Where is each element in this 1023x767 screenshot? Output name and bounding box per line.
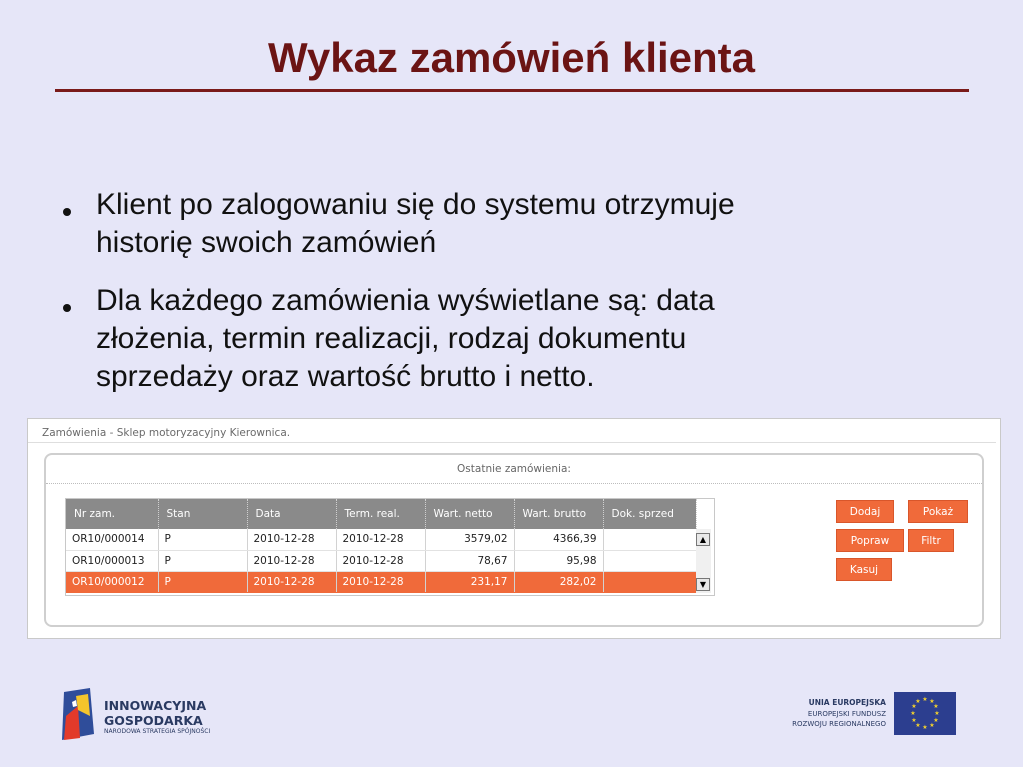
svg-text:★: ★ [911, 717, 917, 724]
cell-due-date: 2010-12-28 [336, 529, 425, 550]
column-header-status[interactable]: Stan [158, 499, 247, 529]
svg-text:★: ★ [915, 722, 921, 729]
scroll-up-arrow-icon[interactable]: ▲ [696, 533, 710, 546]
table-row[interactable] [66, 529, 696, 550]
cell-net-value: 231,17 [425, 571, 514, 592]
window-title: Zamówienia - Sklep motoryzacyjny Kierownica. [28, 423, 996, 443]
table-row[interactable] [66, 550, 696, 571]
svg-text:★: ★ [922, 724, 928, 731]
cell-gross-value: 95,98 [514, 550, 603, 571]
bullet-item [60, 282, 960, 396]
cell-status: P [158, 571, 247, 592]
logo-line1: INNOWACYJNA [104, 698, 207, 713]
cell-order-no: OR10/000014 [66, 529, 158, 550]
cell-net-value: 3579,02 [425, 529, 514, 550]
logo-subline: NARODOWA STRATEGIA SPÓJNOŚCI [104, 728, 211, 735]
logo-line2: GOSPODARKA [104, 713, 203, 728]
svg-text:★: ★ [915, 698, 921, 705]
column-header-date[interactable]: Data [247, 499, 336, 529]
cell-sales-doc [603, 529, 696, 550]
cell-order-no: OR10/000012 [66, 571, 158, 592]
column-header-gross-value[interactable]: Wart. brutto [514, 499, 603, 529]
title-divider [55, 89, 969, 92]
svg-text:★: ★ [910, 710, 916, 717]
eu-line1: UNIA EUROPEJSKA [808, 698, 886, 707]
cell-date: 2010-12-28 [247, 571, 336, 592]
ig-emblem-icon [54, 686, 98, 742]
bullet-line: Dla każdego zamówienia wyświetlane są: data [96, 284, 715, 317]
bullet-line: Klient po zalogowaniu się do systemu otrzymuje [96, 188, 735, 221]
slide-title: Wykaz zamówień klienta [267, 34, 756, 81]
table-scrollbar[interactable] [696, 529, 711, 593]
svg-text:★: ★ [933, 703, 939, 710]
add-button[interactable]: Dodaj [836, 500, 894, 523]
bullet-line: historię swoich zamówień [96, 226, 437, 259]
delete-button[interactable]: Kasuj [836, 558, 892, 581]
bullet-line: sprzedaży oraz wartość brutto i netto. [96, 360, 595, 393]
cell-status: P [158, 529, 247, 550]
edit-button[interactable]: Popraw [836, 529, 904, 552]
cell-due-date: 2010-12-28 [336, 571, 425, 592]
bullet-line: złożenia, termin realizacji, rodzaj dokumentu [96, 322, 687, 355]
scroll-down-arrow-icon[interactable]: ▼ [696, 578, 710, 591]
cell-date: 2010-12-28 [247, 550, 336, 571]
orders-table [66, 499, 697, 593]
eu-line2: EUROPEJSKI FUNDUSZ [807, 710, 886, 718]
svg-text:★: ★ [911, 703, 917, 710]
table-header-row [66, 499, 696, 529]
svg-text:★: ★ [922, 696, 928, 703]
cell-due-date: 2010-12-28 [336, 550, 425, 571]
bullet-list [60, 186, 960, 416]
column-header-due-date[interactable]: Term. real. [336, 499, 425, 529]
filter-button[interactable]: Filtr [908, 529, 954, 552]
svg-text:★: ★ [929, 722, 935, 729]
column-header-net-value[interactable]: Wart. netto [425, 499, 514, 529]
column-header-sales-doc[interactable]: Dok. sprzed [603, 499, 696, 529]
cell-sales-doc [603, 550, 696, 571]
eu-logo [760, 690, 960, 740]
svg-text:★: ★ [933, 717, 939, 724]
eu-flag-icon [894, 692, 956, 735]
cell-sales-doc [603, 571, 696, 592]
cell-date: 2010-12-28 [247, 529, 336, 550]
orders-panel [44, 453, 984, 627]
orders-app-window [27, 418, 1001, 639]
cell-order-no: OR10/000013 [66, 550, 158, 571]
svg-text:★: ★ [934, 710, 940, 717]
cell-gross-value: 282,02 [514, 571, 603, 592]
table-row-selected[interactable] [66, 571, 696, 592]
cell-net-value: 78,67 [425, 550, 514, 571]
show-button[interactable]: Pokaż [908, 500, 968, 523]
column-header-order-no[interactable]: Nr zam. [66, 499, 158, 529]
eu-line3: ROZWOJU REGIONALNEGO [792, 720, 886, 728]
innowacyjna-gospodarka-logo [52, 684, 292, 744]
cell-status: P [158, 550, 247, 571]
panel-title: Ostatnie zamówienia: [46, 455, 982, 484]
orders-grid [65, 498, 715, 596]
cell-gross-value: 4366,39 [514, 529, 603, 550]
bullet-item [60, 186, 960, 262]
svg-text:★: ★ [929, 698, 935, 705]
